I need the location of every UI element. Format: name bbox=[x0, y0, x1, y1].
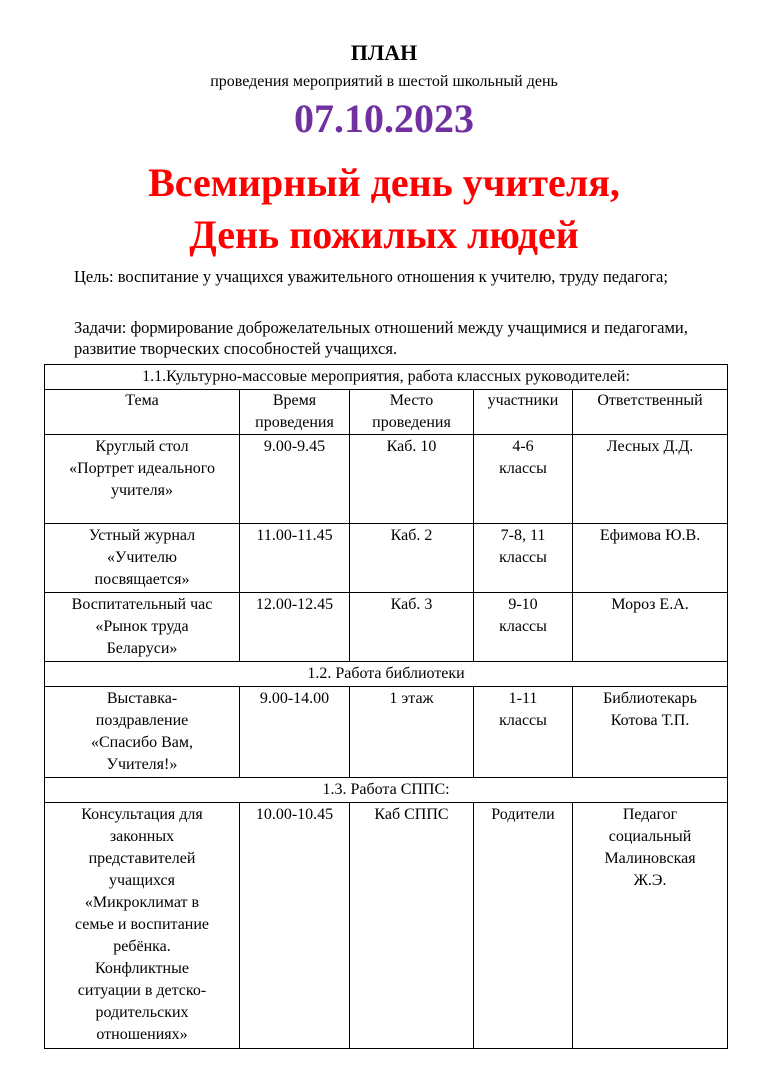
cell-time: 9.00-14.00 bbox=[240, 687, 350, 778]
cell-responsible: Педагог социальный Малиновская Ж.Э. bbox=[573, 803, 728, 1049]
table-row bbox=[45, 435, 728, 524]
cell-topic: Круглый стол «Портрет идеального учителя» bbox=[45, 435, 240, 524]
section-row-cultural bbox=[45, 365, 728, 390]
cell-time: 11.00-11.45 bbox=[240, 524, 350, 593]
column-header-responsible: Ответственный bbox=[573, 390, 728, 435]
section-row-library bbox=[45, 662, 728, 687]
cell-place: Каб. 10 bbox=[350, 435, 474, 524]
cell-place: Каб. 2 bbox=[350, 524, 474, 593]
event-name-line-1: Всемирный день учителя, bbox=[148, 160, 620, 205]
table-row bbox=[45, 687, 728, 778]
cell-topic: Выставка- поздравление «Спасибо Вам, Учителя!» bbox=[45, 687, 240, 778]
cell-time: 10.00-10.45 bbox=[240, 803, 350, 1049]
cell-participants: 7-8, 11 классы bbox=[474, 524, 573, 593]
table-row bbox=[45, 803, 728, 1049]
cell-topic: Воспитательный час «Рынок труда Беларуси» bbox=[45, 593, 240, 662]
cell-time: 9.00-9.45 bbox=[240, 435, 350, 524]
table-row bbox=[45, 593, 728, 662]
event-name-line-2: День пожилых людей bbox=[189, 212, 579, 257]
document-title: ПЛАН bbox=[350, 40, 418, 65]
cell-responsible: Библиотекарь Котова Т.П. bbox=[573, 687, 728, 778]
column-header-topic: Тема bbox=[45, 390, 240, 435]
section-heading: 1.1.Культурно-массовые мероприятия, работа классных руководителей: bbox=[45, 365, 728, 390]
cell-participants: 9-10 классы bbox=[474, 593, 573, 662]
section-row-spps bbox=[45, 778, 728, 803]
section-heading: 1.2. Работа библиотеки bbox=[45, 662, 728, 687]
column-header-time: Время проведения bbox=[240, 390, 350, 435]
cell-place: Каб СППС bbox=[350, 803, 474, 1049]
cell-participants: 4-6 классы bbox=[474, 435, 573, 524]
document-subtitle: проведения мероприятий в шестой школьный день bbox=[210, 73, 558, 90]
table-header-row bbox=[45, 390, 728, 435]
cell-participants: 1-11 классы bbox=[474, 687, 573, 778]
table-row bbox=[45, 524, 728, 593]
plan-table bbox=[44, 364, 728, 1049]
cell-responsible: Мороз Е.А. bbox=[573, 593, 728, 662]
cell-responsible: Ефимова Ю.В. bbox=[573, 524, 728, 593]
column-header-participants: участники bbox=[474, 390, 573, 435]
cell-participants: Родители bbox=[474, 803, 573, 1049]
section-heading: 1.3. Работа СППС: bbox=[45, 778, 728, 803]
tasks-text: Задачи: формирование доброжелательных отношений между учащимися и педагогами, развитие творческих способностей учащихся. bbox=[74, 318, 688, 358]
column-header-place: Место проведения bbox=[350, 390, 474, 435]
goal-text: Цель: воспитание у учащихся уважительного отношения к учителю, труду педагога; bbox=[74, 267, 668, 286]
cell-place: 1 этаж bbox=[350, 687, 474, 778]
cell-time: 12.00-12.45 bbox=[240, 593, 350, 662]
cell-topic: Устный журнал «Учителю посвящается» bbox=[45, 524, 240, 593]
event-date: 07.10.2023 bbox=[294, 96, 474, 141]
cell-place: Каб. 3 bbox=[350, 593, 474, 662]
cell-topic: Консультация для законных представителей учащихся «Микроклимат в семье и воспитание ребёнка. Конфликтные ситуации в детско- родительских отношениях» bbox=[45, 803, 240, 1049]
cell-responsible: Лесных Д.Д. bbox=[573, 435, 728, 524]
